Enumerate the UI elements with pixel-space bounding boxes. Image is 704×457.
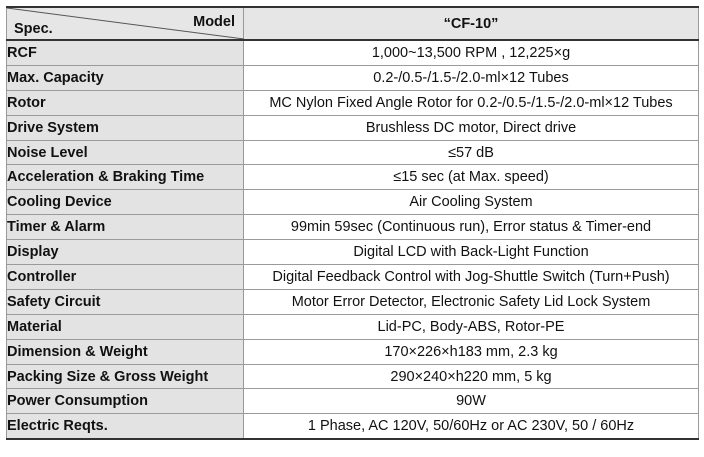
table-row [7, 115, 699, 140]
spec-value-cell: MC Nylon Fixed Angle Rotor for 0.2-/0.5-/1.5-/2.0-ml×12 Tubes [244, 90, 699, 115]
table-row [7, 240, 699, 265]
table-row [7, 165, 699, 190]
spec-label-cell: Packing Size & Gross Weight [7, 364, 244, 389]
spec-value-cell: Brushless DC motor, Direct drive [244, 115, 699, 140]
table-row [7, 389, 699, 414]
table-row [7, 414, 699, 439]
spec-value-cell: ≤15 sec (at Max. speed) [244, 165, 699, 190]
model-name-header: “CF-10” [244, 7, 699, 40]
spec-value-cell: 170×226×h183 mm, 2.3 kg [244, 339, 699, 364]
table-row [7, 339, 699, 364]
spec-value-cell: 0.2-/0.5-/1.5-/2.0-ml×12 Tubes [244, 65, 699, 90]
table-row [7, 40, 699, 65]
spec-table-container [6, 6, 698, 440]
spec-label-cell: Material [7, 314, 244, 339]
spec-header-label: Spec. [14, 21, 53, 37]
table-row [7, 190, 699, 215]
spec-label-cell: Max. Capacity [7, 65, 244, 90]
spec-label-cell: Dimension & Weight [7, 339, 244, 364]
spec-value-cell: Digital Feedback Control with Jog-Shuttle Switch (Turn+Push) [244, 265, 699, 290]
spec-label-cell: Power Consumption [7, 389, 244, 414]
spec-label-cell: Rotor [7, 90, 244, 115]
spec-label-cell: Cooling Device [7, 190, 244, 215]
spec-label-cell: Controller [7, 265, 244, 290]
spec-label-cell: Noise Level [7, 140, 244, 165]
spec-value-cell: Motor Error Detector, Electronic Safety Lid Lock System [244, 289, 699, 314]
spec-label-cell: Display [7, 240, 244, 265]
spec-value-cell: 1,000~13,500 RPM , 12,225×g [244, 40, 699, 65]
table-row [7, 140, 699, 165]
spec-label-cell: Timer & Alarm [7, 215, 244, 240]
spec-label-cell: Drive System [7, 115, 244, 140]
spec-label-cell: RCF [7, 40, 244, 65]
table-row [7, 65, 699, 90]
spec-value-cell: Lid-PC, Body-ABS, Rotor-PE [244, 314, 699, 339]
spec-table [6, 6, 699, 440]
spec-label-cell: Electric Reqts. [7, 414, 244, 439]
spec-label-cell: Acceleration & Braking Time [7, 165, 244, 190]
table-row [7, 90, 699, 115]
spec-model-corner-cell [7, 7, 244, 40]
spec-value-cell: 290×240×h220 mm, 5 kg [244, 364, 699, 389]
spec-value-cell: 90W [244, 389, 699, 414]
table-row [7, 265, 699, 290]
model-header-label: Model [193, 14, 235, 30]
spec-value-cell: ≤57 dB [244, 140, 699, 165]
table-row [7, 364, 699, 389]
table-row [7, 215, 699, 240]
table-row [7, 314, 699, 339]
spec-value-cell: 99min 59sec (Continuous run), Error status & Timer-end [244, 215, 699, 240]
spec-value-cell: Digital LCD with Back-Light Function [244, 240, 699, 265]
spec-label-cell: Safety Circuit [7, 289, 244, 314]
spec-value-cell: Air Cooling System [244, 190, 699, 215]
table-row [7, 289, 699, 314]
spec-value-cell: 1 Phase, AC 120V, 50/60Hz or AC 230V, 50 / 60Hz [244, 414, 699, 439]
table-header-row [7, 7, 699, 40]
spec-table-body [7, 40, 699, 439]
